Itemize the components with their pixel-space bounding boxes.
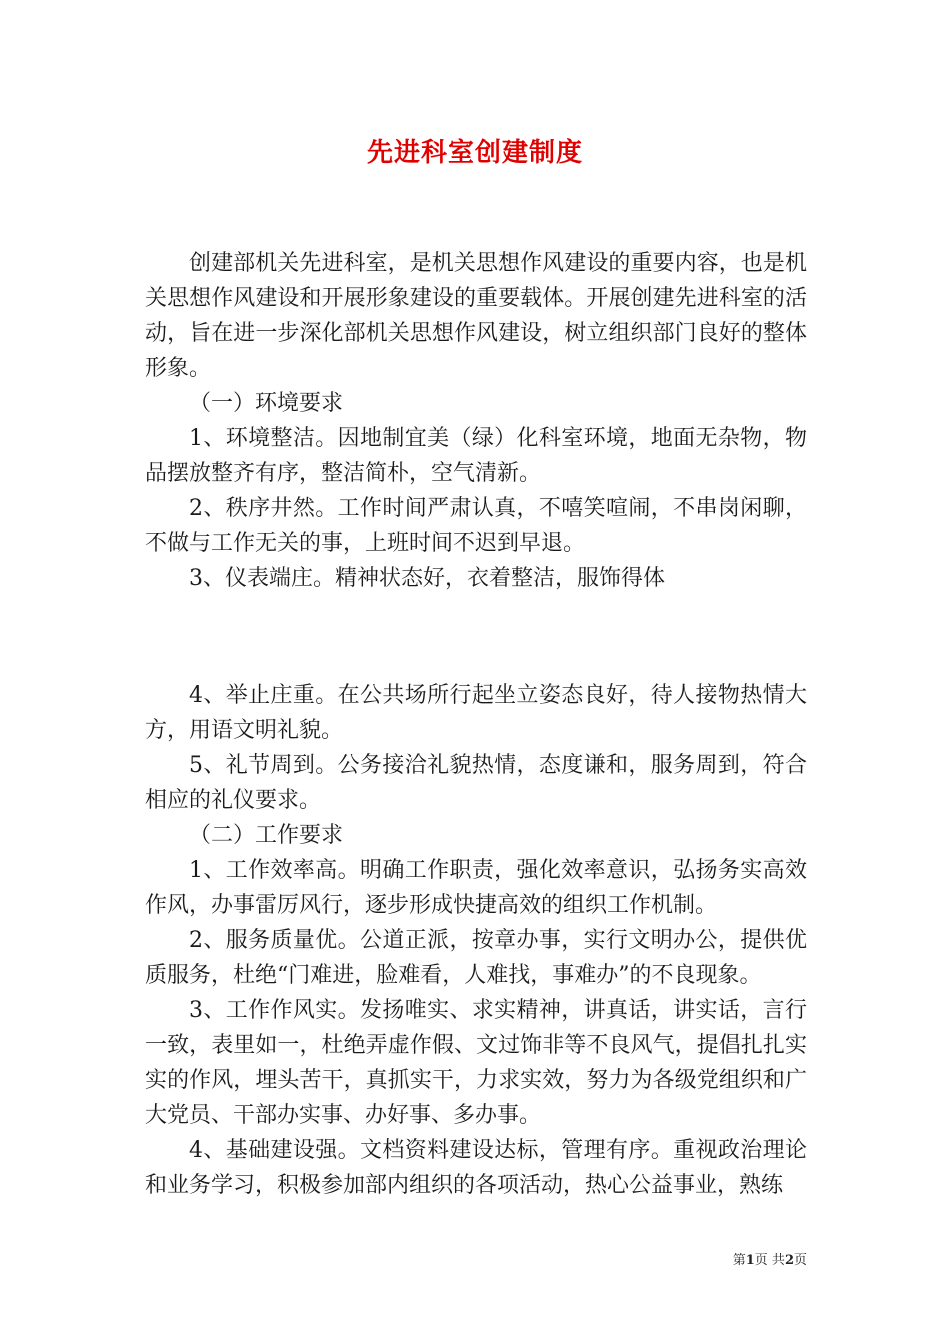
list-item: 4、举止庄重。在公共场所行起坐立姿态良好，待人接物热情大方，用语文明礼貌。: [145, 683, 807, 743]
body-section-1: [145, 246, 807, 596]
footer-current-page: 1: [745, 1253, 755, 1268]
list-item: 3、仪表端庄。精神状态好，衣着整洁，服饰得体: [189, 566, 665, 591]
footer-middle: 页 共: [754, 1253, 785, 1268]
section-heading-environment: （一）环境要求: [189, 391, 344, 416]
footer-suffix: 页: [793, 1253, 807, 1268]
intro-paragraph: 创建部机关先进科室，是机关思想作风建设的重要内容，也是机关思想作风建设和开展形象建设的重要载体。开展创建先进科室的活动，旨在进一步深化部机关思想作风建设，树立组织部门良好的整体形象。: [145, 251, 807, 381]
list-item: 1、工作效率高。明确工作职责，强化效率意识，弘扬务实高效作风，办事雷厉风行，逐步形成快捷高效的组织工作机制。: [145, 858, 807, 918]
list-item: 2、秩序井然。工作时间严肃认真，不嘻笑喧闹，不串岗闲聊，不做与工作无关的事，上班时间不迟到早退。: [145, 496, 807, 556]
footer-total-pages: 2: [784, 1253, 794, 1268]
list-item: 4、基础建设强。文档资料建设达标，管理有序。重视政治理论和业务学习，积极参加部内组织的各项活动，热心公益事业，熟练: [145, 1138, 807, 1198]
document-title: 先进科室创建制度: [366, 138, 583, 168]
footer-prefix: 第: [732, 1253, 746, 1268]
list-item: 5、礼节周到。公务接洽礼貌热情，态度谦和，服务周到，符合相应的礼仪要求。: [145, 753, 807, 813]
list-item: 1、环境整洁。因地制宜美（绿）化科室环境，地面无杂物，物品摆放整齐有序，整洁简朴，空气清新。: [145, 426, 807, 486]
body-section-2: [145, 678, 807, 1203]
section-heading-work: （二）工作要求: [189, 823, 344, 848]
list-item: 2、服务质量优。公道正派，按章办事，实行文明办公，提供优质服务，杜绝“门难进，脸难看，人难找，事难办”的不良现象。: [145, 928, 807, 988]
list-item: 3、工作作风实。发扬唯实、求实精神，讲真话，讲实话，言行一致，表里如一，杜绝弄虚作假、文过饰非等不良风气，提倡扎扎实实的作风，埋头苦干，真抓实干，力求实效，努力为各级党组织和广大党员、干部办实事、办好事、多办事。: [145, 998, 807, 1128]
page-number-footer: [733, 1249, 807, 1268]
